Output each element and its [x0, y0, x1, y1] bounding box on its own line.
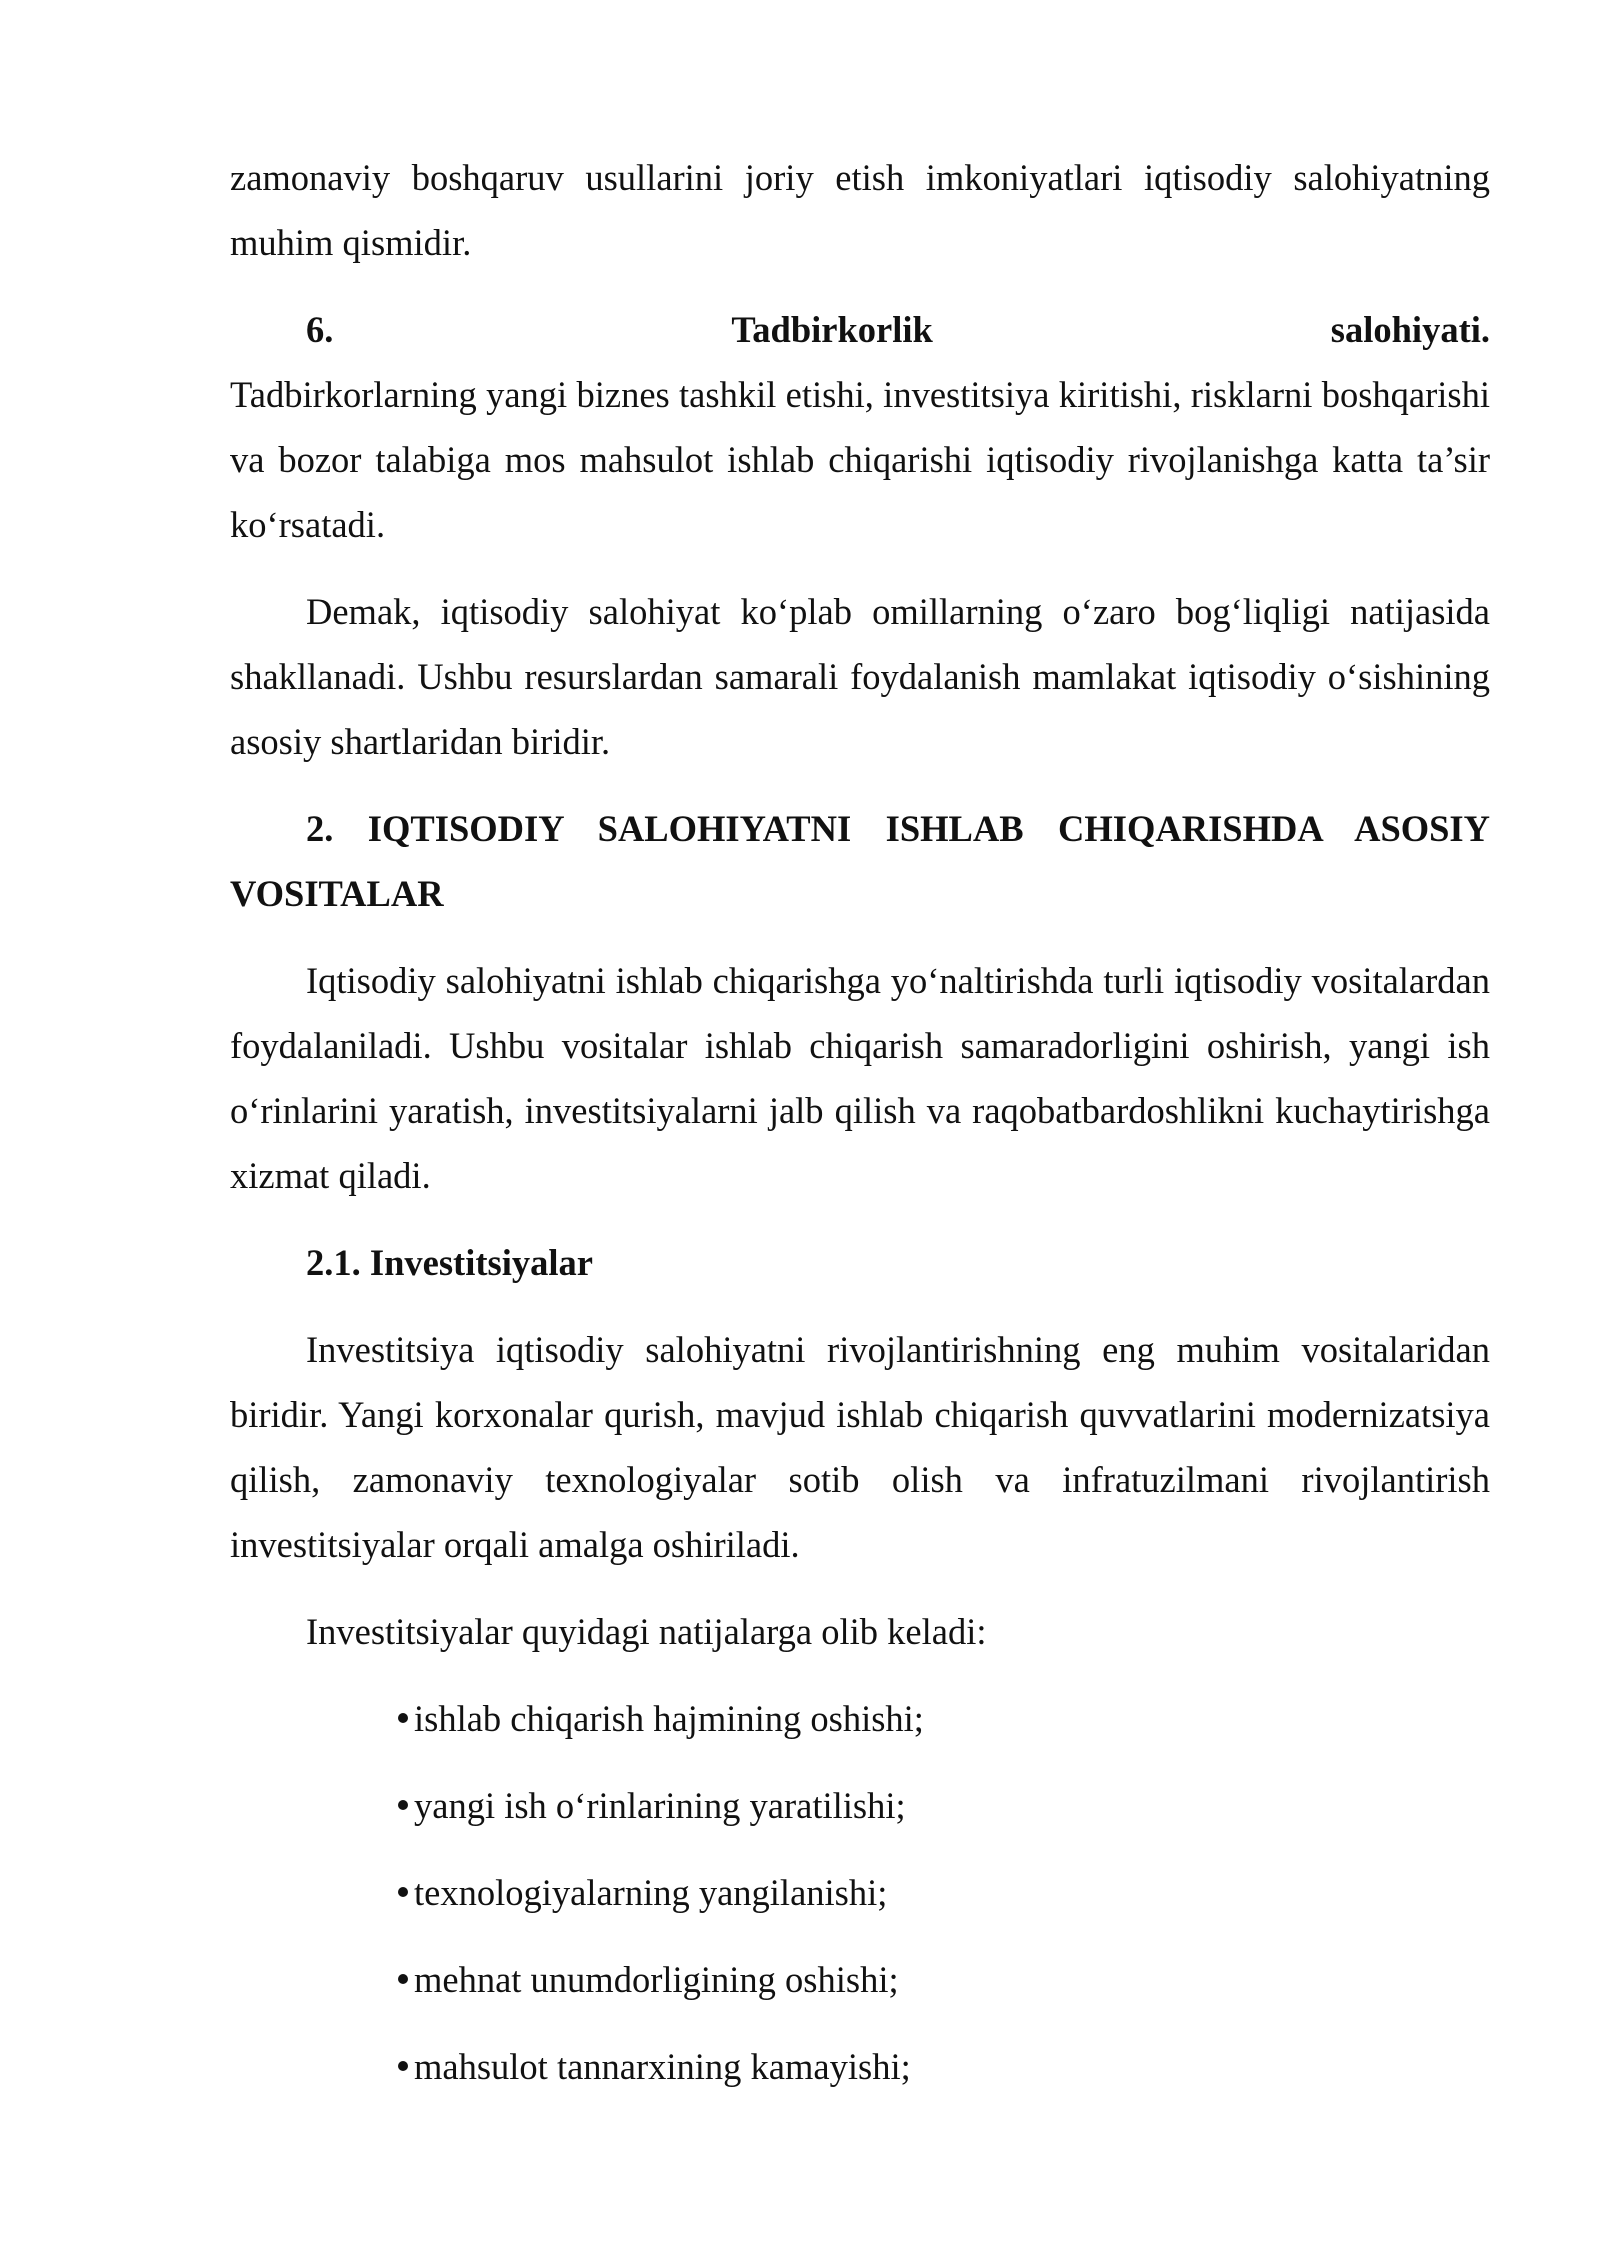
subsection-heading-2-1: 2.1. Investitsiyalar [306, 1242, 593, 1283]
list-item [398, 1947, 1490, 2012]
paragraph-continuation: zamonaviy boshqaruv usullarini joriy etish imkoniyatlari iqtisodiy salohiyatning muhim qismidir. [230, 157, 1490, 263]
bullet-icon [398, 1887, 408, 1897]
heading-word-2: salohiyati. [1330, 309, 1490, 350]
list-item [398, 1686, 1490, 1751]
list-item-text: texnologiyalarning yangilanishi; [414, 1872, 888, 1913]
list-item-text: mehnat unumdorligining oshishi; [414, 1959, 899, 2000]
heading-word-1: Tadbirkorlik [731, 309, 933, 350]
bullet-icon [398, 1974, 408, 1984]
paragraph-conclusion: Demak, iqtisodiy salohiyat ko‘plab omillarning o‘zaro bog‘liqligi natijasida shakllanadi. Ushbu resurslardan samarali foydalanish mamlakat iqtisodiy o‘sishining asosiy shartlaridan biridir. [230, 591, 1490, 762]
paragraph-economic-tools: Iqtisodiy salohiyatni ishlab chiqarishga yo‘naltirishda turli iqtisodiy vositalardan foydalaniladi. Ushbu vositalar ishlab chiqarish samaradorligini oshirish, yangi ish o‘rinlarini yaratish, investitsiyalarni jalb qilish va raqobatbardoshlikni kuchaytirishga xizmat qiladi. [230, 960, 1490, 1196]
list-item [398, 2034, 1490, 2099]
paragraph-investment: Investitsiya iqtisodiy salohiyatni rivojlantirishning eng muhim vositalaridan biridir. Yangi korxonalar qurish, mavjud ishlab chiqarish quvvatlarini modernizatsiya qilish, zamonaviy texnologiyalar sotib olish va infratuzilmani rivojlantirish investitsiyalar orqali amalga oshiriladi. [230, 1329, 1490, 1565]
paragraph-investment-results-intro: Investitsiyalar quyidagi natijalarga olib keladi: [306, 1611, 987, 1652]
heading-entrepreneurship-potential [230, 297, 1490, 362]
list-item-text: ishlab chiqarish hajmining oshishi; [414, 1698, 924, 1739]
bullet-icon [398, 1713, 408, 1723]
bullet-icon [398, 1800, 408, 1810]
list-item-text: mahsulot tannarxining kamayishi; [414, 2046, 911, 2087]
investment-results-list [230, 1686, 1490, 2099]
paragraph-entrepreneurs: Tadbirkorlarning yangi biznes tashkil etishi, investitsiya kiritishi, risklarni boshqarishi va bozor talabiga mos mahsulot ishlab chiqarishi iqtisodiy rivojlanishga katta ta’sir ko‘rsatadi. [230, 374, 1490, 545]
list-item-text: yangi ish o‘rinlarining yaratilishi; [414, 1785, 906, 1826]
list-item [398, 1773, 1490, 1838]
section-heading-2: 2. IQTISODIY SALOHIYATNI ISHLAB CHIQARISHDA ASOSIY VOSITALAR [230, 808, 1490, 914]
list-item [398, 1860, 1490, 1925]
document-page [230, 145, 1490, 2121]
bullet-icon [398, 2061, 408, 2071]
heading-number: 6. [306, 309, 334, 350]
